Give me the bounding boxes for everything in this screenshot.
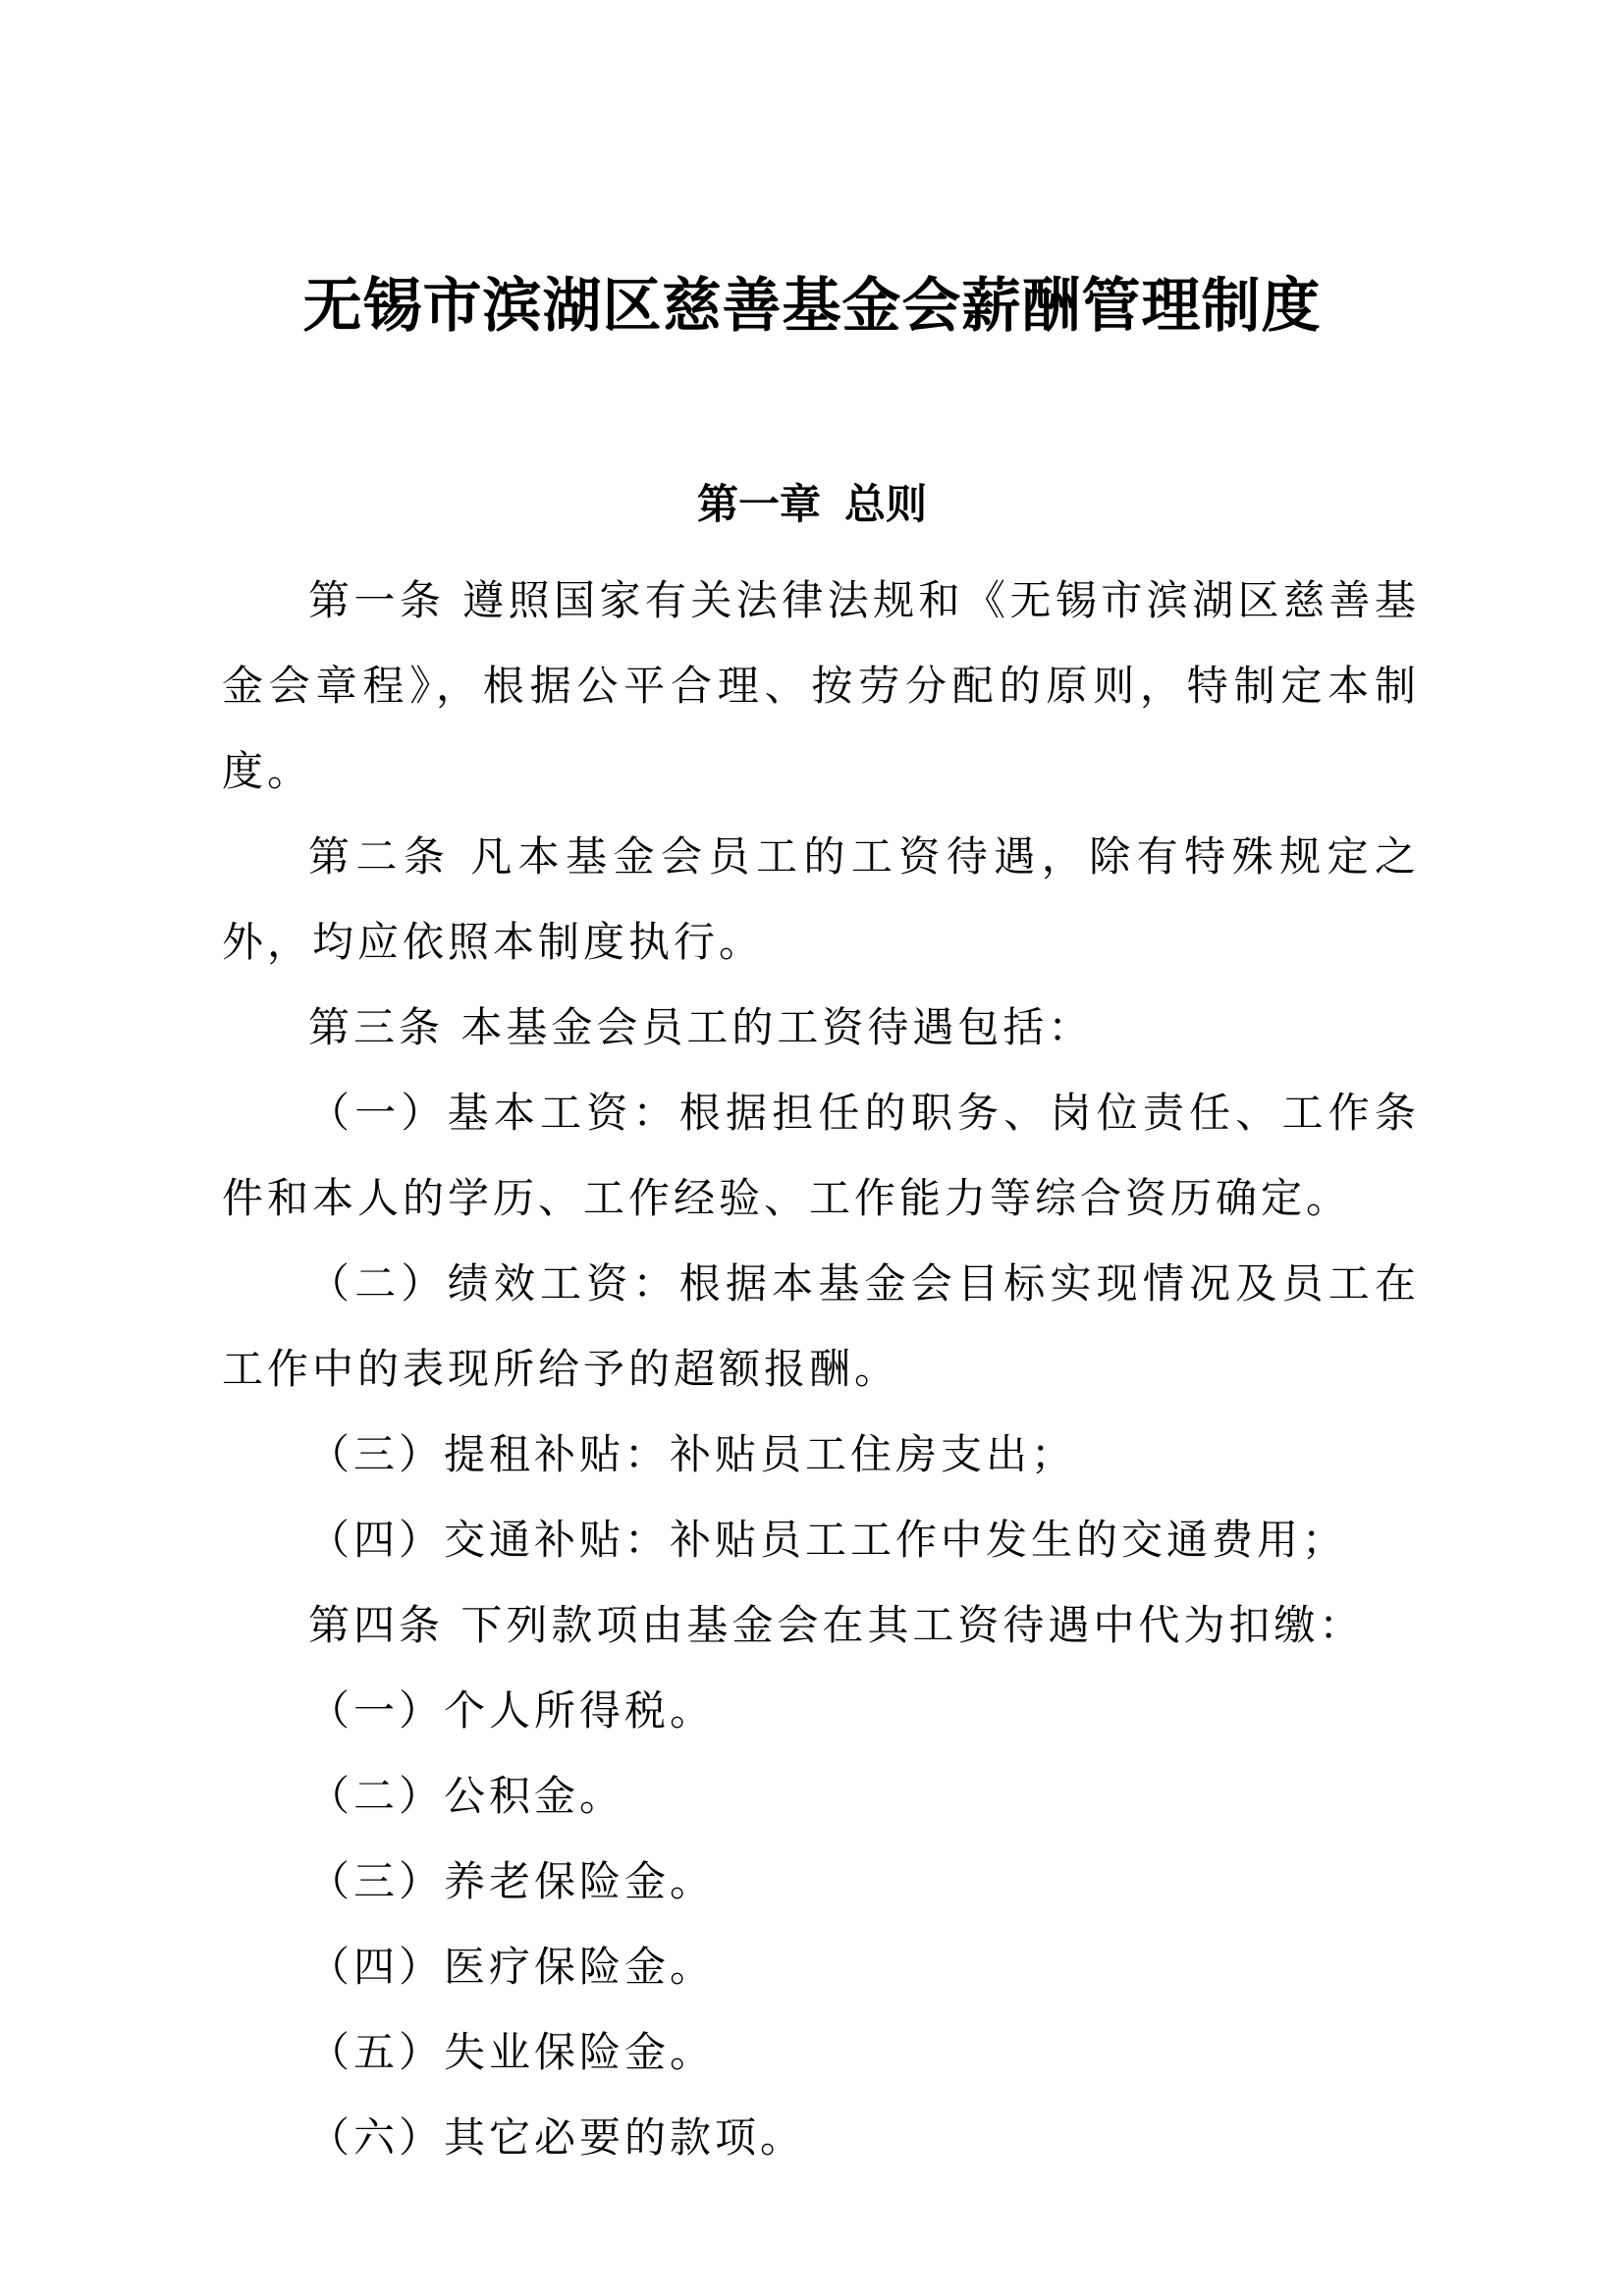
article-1: 第一条 遵照国家有关法律法规和《无锡市滨湖区慈善基金会章程》，根据公平合理、按劳分配的原则，特制定本制度。: [222, 576, 1420, 795]
article-3: 第三条 本基金会员工的工资待遇包括：: [308, 1003, 1094, 1051]
article-4-item-4: （四）医疗保险金。: [308, 1943, 716, 1991]
document-body: [222, 558, 1420, 2180]
article-3-item-3: （三）提租补贴：补贴员工住房支出；: [308, 1430, 1077, 1478]
article-4-item-1: （一）个人所得税。: [308, 1686, 716, 1735]
article-3-item-2: （二）绩效工资：根据本基金会目标实现情况及员工在工作中的表现所给予的超额报酬。: [222, 1259, 1420, 1393]
article-4-item-6: （六）其它必要的款项。: [308, 2113, 806, 2162]
article-3-item-1: （一）基本工资：根据担任的职务、岗位责任、工作条件和本人的学历、工作经验、工作能力等综合资历确定。: [222, 1089, 1420, 1222]
article-2: 第二条 凡本基金会员工的工资待遇，除有特殊规定之外，均应依照本制度执行。: [222, 832, 1420, 966]
chapter-heading: [0, 477, 1624, 532]
article-4-item-5: （五）失业保险金。: [308, 2028, 716, 2076]
article-4: 第四条 下列款项由基金会在其工资待遇中代为扣缴：: [308, 1601, 1365, 1649]
article-4-item-2: （二）公积金。: [308, 1772, 625, 1820]
article-3-item-4: （四）交通补贴：补贴员工工作中发生的交通费用；: [308, 1516, 1348, 1564]
article-4-item-3: （三）养老保险金。: [308, 1857, 716, 1905]
chapter-number: 第一章: [696, 480, 821, 528]
document-title: 无锡市滨湖区慈善基金会薪酬管理制度: [302, 272, 1322, 341]
chapter-name: 总则: [844, 480, 928, 528]
